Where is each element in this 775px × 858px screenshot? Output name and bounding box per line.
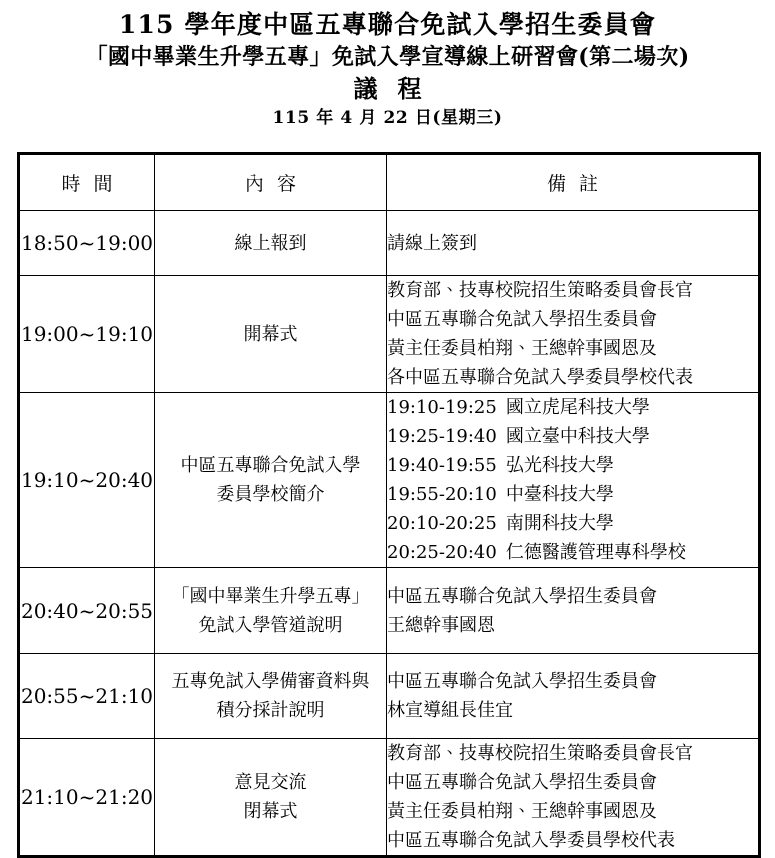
- schedule-school-name: 南開科技大學: [505, 513, 614, 534]
- content-line: 五專免試入學備審資料與: [171, 671, 370, 692]
- cell-notes: [387, 276, 760, 393]
- schedule-time: 19:40-19:55: [387, 455, 497, 476]
- cell-time: 19:10~20:40: [19, 393, 155, 568]
- schedule-line: [387, 393, 758, 422]
- schedule-time: 19:10-19:25: [387, 397, 497, 418]
- column-header-notes: 備註: [387, 154, 760, 211]
- schedule-line: [387, 451, 758, 480]
- cell-content: [155, 276, 387, 393]
- cell-notes: [387, 211, 760, 276]
- schedule-line: [387, 422, 758, 451]
- document-title-main: 115 學年度中區五專聯合免試入學招生委員會: [118, 10, 657, 39]
- schedule-school-name: 國立虎尾科技大學: [505, 397, 650, 418]
- table-row: [19, 568, 760, 654]
- schedule-school-name: 弘光科技大學: [505, 455, 614, 476]
- content-line: 委員學校簡介: [216, 484, 325, 505]
- document-title-agenda: 議程: [353, 74, 442, 103]
- content-line: 免試入學管道說明: [198, 614, 343, 636]
- schedule-time: 20:25-20:40: [387, 542, 497, 563]
- cell-notes: [387, 568, 760, 654]
- notes-line: 林宣導組長佳宜: [387, 700, 513, 721]
- content-line: 開幕式: [243, 323, 298, 345]
- cell-content: [155, 211, 387, 276]
- content-line: 中區五專聯合免試入學: [180, 455, 361, 476]
- cell-time: 20:55~21:10: [19, 654, 155, 739]
- agenda-table-header: [19, 154, 760, 211]
- content-line: 閉幕式: [243, 801, 298, 822]
- notes-line: 教育部、技專校院招生策略委員會長官: [387, 280, 693, 301]
- cell-time: 21:10~21:20: [19, 739, 155, 857]
- agenda-table: [17, 152, 761, 858]
- notes-line: 黃主任委員柏翔、王總幹事國恩及: [387, 338, 657, 359]
- agenda-table-container: [17, 152, 758, 858]
- content-line: 線上報到: [234, 232, 307, 254]
- notes-line: 黃主任委員柏翔、王總幹事國恩及: [387, 801, 657, 822]
- cell-time: 20:40~20:55: [19, 568, 155, 654]
- table-row: [19, 276, 760, 393]
- table-row: [19, 654, 760, 739]
- table-header-row: [19, 154, 760, 211]
- agenda-table-body: [19, 211, 760, 857]
- cell-notes: [387, 739, 760, 857]
- schedule-line: [387, 480, 758, 509]
- notes-line: 中區五專聯合免試入學招生委員會: [387, 671, 657, 692]
- cell-notes: [387, 654, 760, 739]
- schedule-school-name: 國立臺中科技大學: [505, 426, 650, 447]
- cell-content: [155, 393, 387, 568]
- table-row: [19, 211, 760, 276]
- table-row: [19, 739, 760, 857]
- cell-notes: [387, 393, 760, 568]
- notes-line: 請線上簽到: [387, 232, 477, 254]
- cell-content: [155, 568, 387, 654]
- document-date: 115 年 4 月 22 日(星期三): [272, 108, 503, 128]
- cell-content: [155, 654, 387, 739]
- schedule-time: 20:10-20:25: [387, 513, 497, 534]
- schedule-school-name: 中臺科技大學: [505, 484, 614, 505]
- notes-line: 各中區五專聯合免試入學委員學校代表: [387, 367, 693, 388]
- table-row: [19, 393, 760, 568]
- schedule-line: [387, 509, 758, 538]
- content-line: 積分採計說明: [216, 700, 325, 721]
- notes-line: 王總幹事國恩: [387, 614, 495, 636]
- notes-line: 中區五專聯合免試入學委員學校代表: [387, 830, 675, 851]
- column-header-time: 時間: [19, 154, 155, 211]
- notes-line: 中區五專聯合免試入學招生委員會: [387, 585, 657, 607]
- schedule-school-name: 仁德醫護管理專科學校: [505, 542, 686, 563]
- column-header-content: 內容: [155, 154, 387, 211]
- schedule-time: 19:55-20:10: [387, 484, 497, 505]
- schedule-time: 19:25-19:40: [387, 426, 497, 447]
- content-line: 「國中畢業生升學五專」: [171, 585, 370, 607]
- document-title-subtitle: 「國中畢業生升學五專」免試入學宣導線上研習會(第二場次): [85, 44, 690, 70]
- notes-line: 教育部、技專校院招生策略委員會長官: [387, 743, 693, 764]
- content-line: 意見交流: [234, 772, 307, 793]
- notes-line: 中區五專聯合免試入學招生委員會: [387, 309, 657, 330]
- notes-line: 中區五專聯合免試入學招生委員會: [387, 772, 657, 793]
- document-heading: [0, 0, 775, 131]
- cell-time: 18:50~19:00: [19, 211, 155, 276]
- cell-content: [155, 739, 387, 857]
- schedule-line: [387, 538, 758, 567]
- cell-time: 19:00~19:10: [19, 276, 155, 393]
